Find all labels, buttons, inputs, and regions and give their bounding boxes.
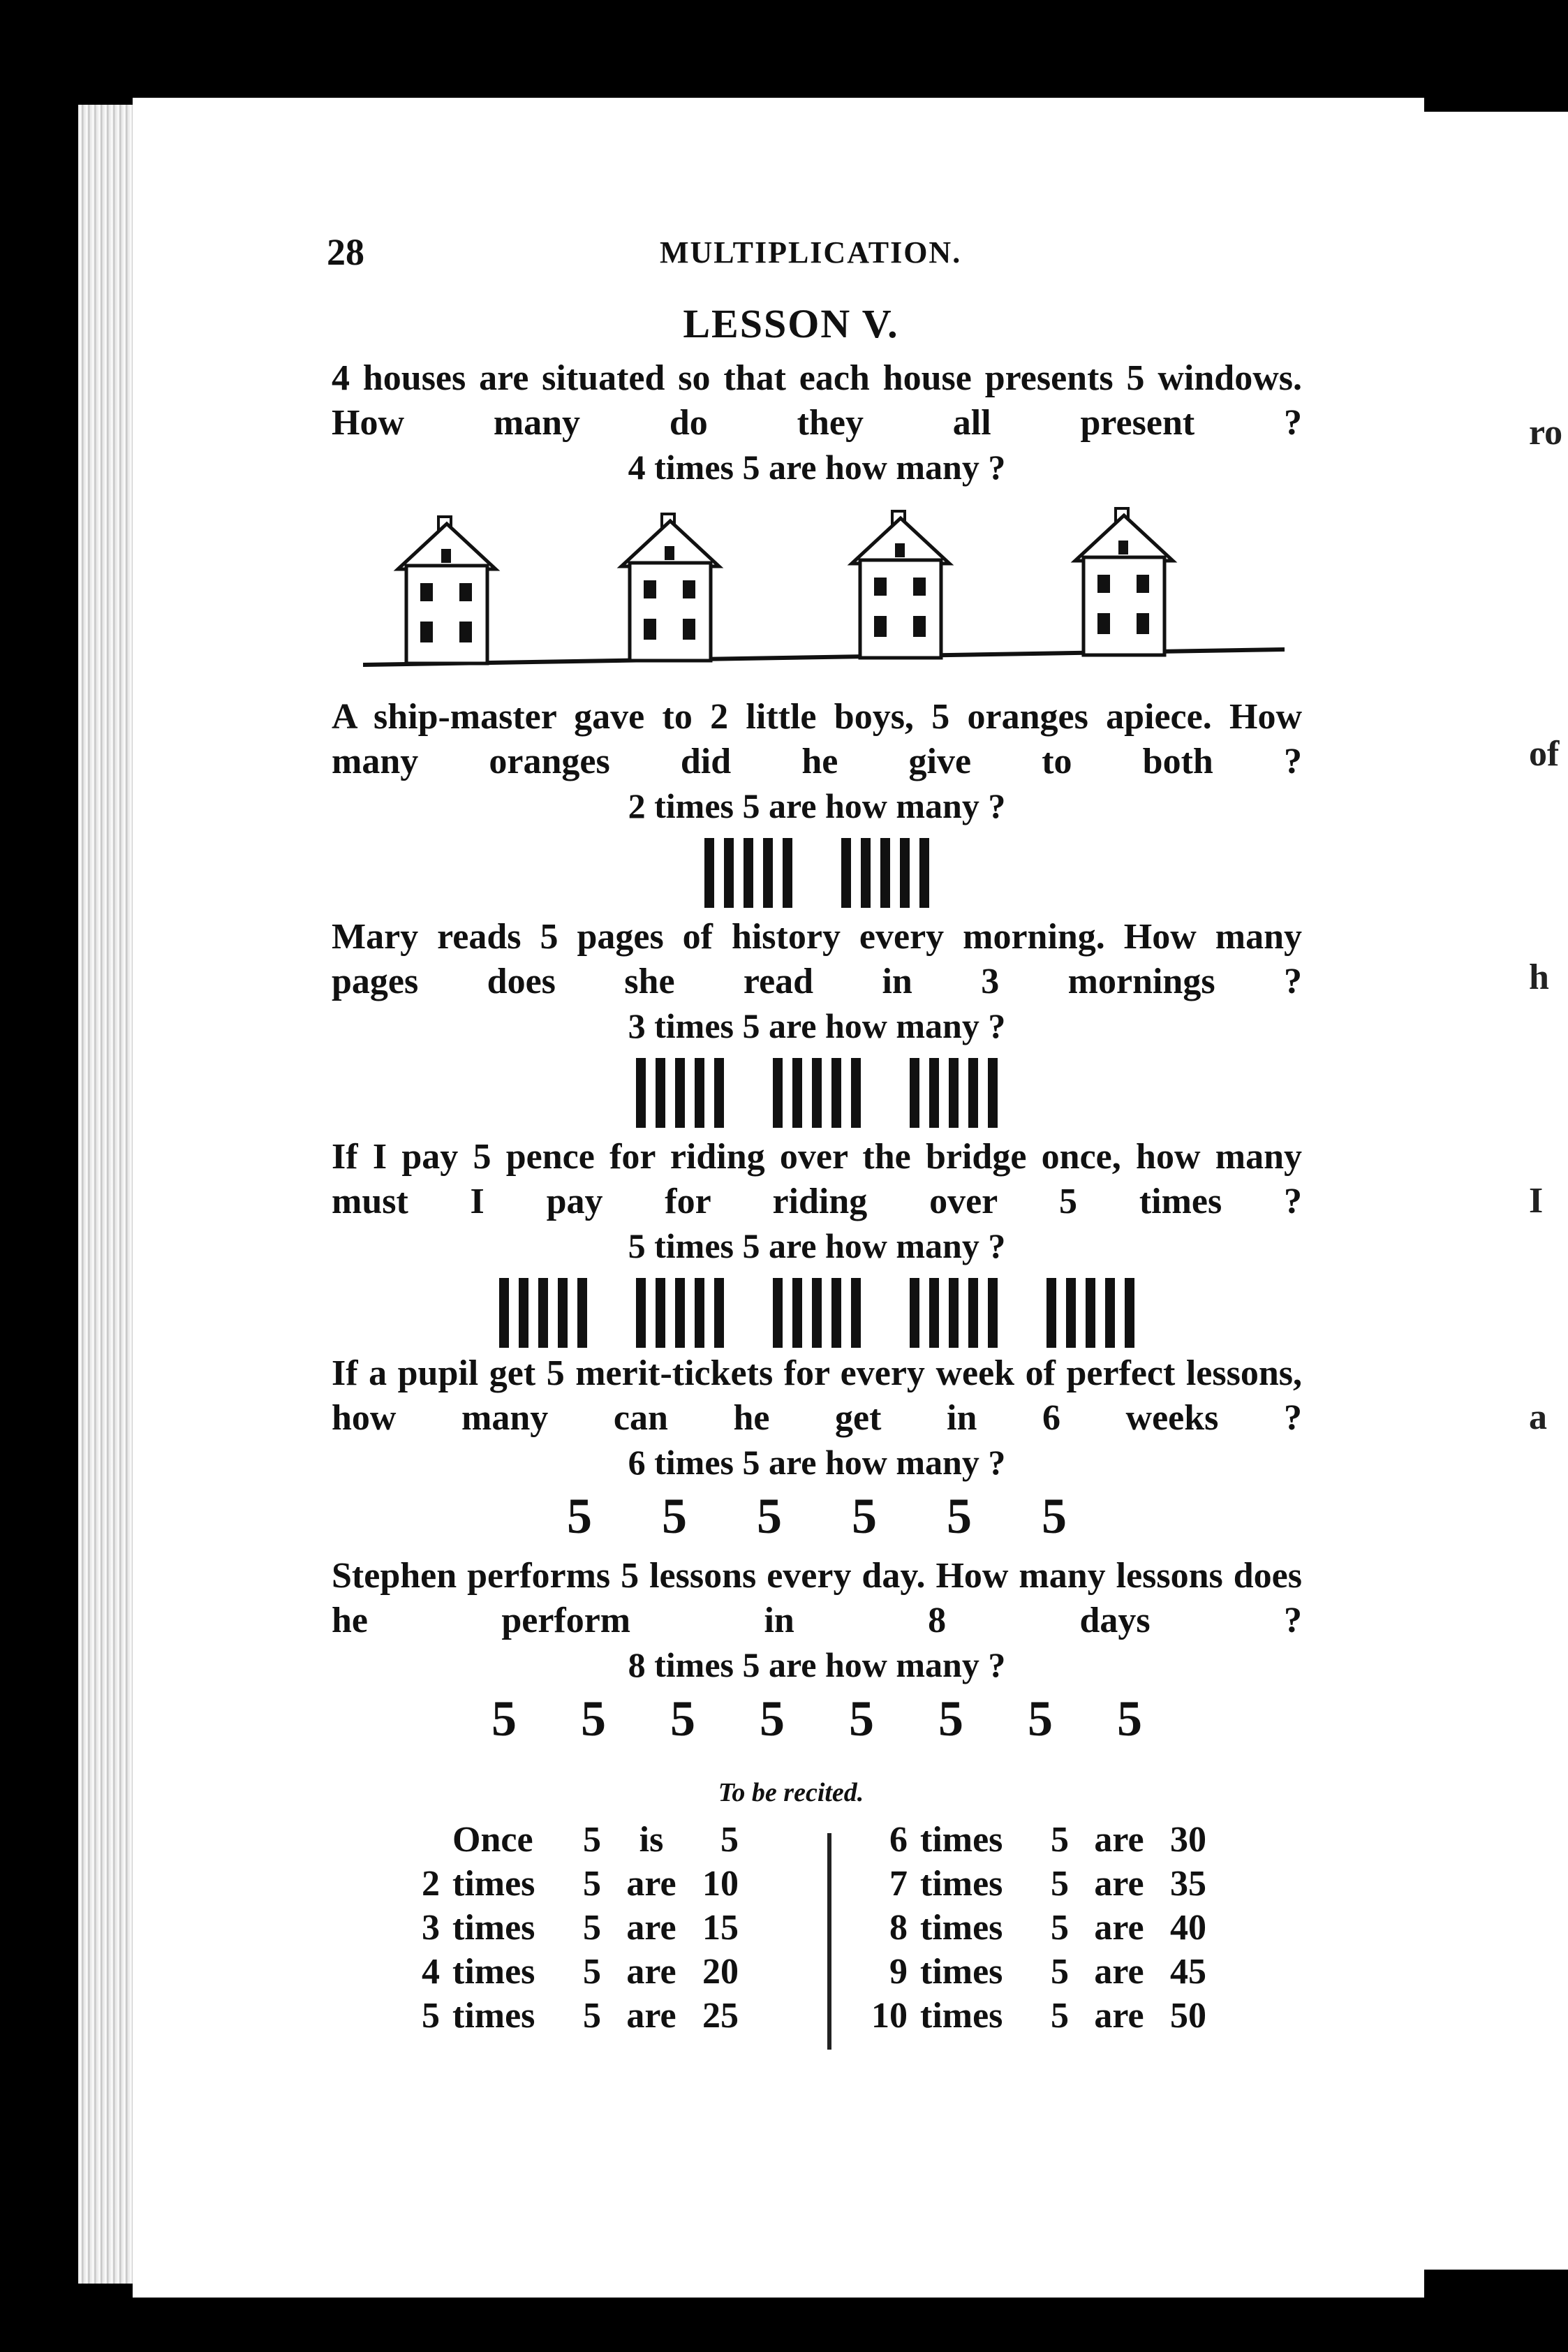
tally-mark <box>988 1278 998 1348</box>
tally-row <box>332 1058 1302 1131</box>
recite-row <box>859 1863 1206 1907</box>
recite-are: are <box>1094 1952 1144 1992</box>
five-digit: 5 <box>670 1691 695 1747</box>
recite-five: 5 <box>583 1952 601 1992</box>
problem-6 <box>332 1554 1302 1643</box>
tally-mark <box>675 1058 685 1128</box>
tally-mark <box>1046 1278 1056 1348</box>
tally-group <box>494 1278 592 1351</box>
recite-n: 9 <box>889 1952 908 1992</box>
multiplication-question: 6 times 5 are how many ? <box>628 1443 1006 1482</box>
tally-mark <box>695 1278 704 1348</box>
recite-times: times <box>452 1952 535 1992</box>
facing-page-fragment: ro <box>1529 413 1563 453</box>
recite-result: 40 <box>1170 1908 1206 1948</box>
problem-question: How many do they all present ? <box>332 403 1302 443</box>
problem-text: Mary reads 5 pages of history every morning. <box>332 917 1105 957</box>
lesson-title: LESSON V. <box>683 301 899 346</box>
recite-are: are <box>626 1908 676 1948</box>
problem-text: A ship-master gave to 2 little boys, 5 oranges apiece. <box>332 697 1212 737</box>
recite-result: 25 <box>702 1996 739 2036</box>
fives-row <box>332 1487 1302 1545</box>
tally-mark <box>861 838 871 908</box>
tally-mark <box>636 1278 646 1348</box>
tally-mark <box>812 1278 822 1348</box>
recite-result: 50 <box>1170 1996 1206 2036</box>
problem-text: 4 houses are situated so that each house presents 5 windows. <box>332 358 1302 398</box>
recite-times: times <box>920 1908 1003 1948</box>
tally-group <box>768 1278 866 1351</box>
tally-mark <box>988 1058 998 1128</box>
recite-table-right <box>859 1819 1206 2039</box>
running-head <box>0 230 1568 279</box>
tally-mark <box>763 838 773 908</box>
recite-are: are <box>1094 1864 1144 1904</box>
tally-row <box>332 838 1302 911</box>
five-digit: 5 <box>581 1691 606 1747</box>
page-number: 28 <box>327 231 364 273</box>
problem-3 <box>332 915 1302 1004</box>
recite-n: 6 <box>889 1820 908 1860</box>
tally-mark <box>1086 1278 1095 1348</box>
facing-page-fragment: a <box>1529 1397 1547 1437</box>
problem-1 <box>332 356 1302 446</box>
recite-result: 30 <box>1170 1820 1206 1860</box>
multiplication-question: 2 times 5 are how many ? <box>628 786 1006 825</box>
recite-n: 3 <box>422 1908 440 1948</box>
recite-row <box>859 1951 1206 1995</box>
recite-row <box>391 1819 739 1863</box>
recite-times: times <box>920 1820 1003 1860</box>
recite-are: are <box>1094 1996 1144 2036</box>
multiplication-question: 4 times 5 are how many ? <box>628 448 1006 487</box>
recite-n: 4 <box>422 1952 440 1992</box>
recite-are: are <box>1094 1820 1144 1860</box>
recite-row <box>391 1995 739 2039</box>
multiplication-question: 5 times 5 are how many ? <box>628 1226 1006 1265</box>
recite-are: are <box>626 1864 676 1904</box>
tally-mark <box>910 1278 919 1348</box>
tally-mark <box>695 1058 704 1128</box>
recite-five: 5 <box>1051 1952 1069 1992</box>
tally-mark <box>949 1058 959 1128</box>
recite-times: times <box>920 1996 1003 2036</box>
recite-n: 7 <box>889 1864 908 1904</box>
tally-mark <box>538 1278 548 1348</box>
recite-heading: To be recited. <box>718 1778 864 1807</box>
five-digit: 5 <box>567 1488 592 1544</box>
recite-five: 5 <box>583 1864 601 1904</box>
tally-group <box>836 838 934 911</box>
facing-page-fragment: h <box>1529 957 1549 997</box>
facing-page-fragment: of <box>1529 734 1560 774</box>
tally-mark <box>929 1278 939 1348</box>
tally-group <box>631 1278 729 1351</box>
tally-mark <box>499 1278 509 1348</box>
tally-mark <box>831 1278 841 1348</box>
tally-mark <box>558 1278 568 1348</box>
fives-row <box>332 1690 1302 1748</box>
tally-mark <box>1125 1278 1134 1348</box>
multiplication-question: 8 times 5 are how many ? <box>628 1645 1006 1684</box>
house-icon <box>621 514 719 661</box>
tally-mark <box>656 1278 665 1348</box>
houses-illustration <box>363 503 1285 691</box>
five-digit: 5 <box>1028 1691 1053 1747</box>
recite-row <box>391 1863 739 1907</box>
multiplication-question: 3 times 5 are how many ? <box>628 1006 1006 1045</box>
tally-mark <box>714 1058 724 1128</box>
tally-mark <box>724 838 734 908</box>
tally-mark <box>900 838 910 908</box>
recite-times: times <box>452 1908 535 1948</box>
recite-times: times <box>452 1864 535 1904</box>
recite-n: 10 <box>871 1996 908 2036</box>
recite-result: 5 <box>720 1820 739 1860</box>
tally-group <box>905 1278 1003 1351</box>
five-digit: 5 <box>760 1691 785 1747</box>
recite-are: are <box>1094 1908 1144 1948</box>
recite-result: 10 <box>702 1864 739 1904</box>
recite-row <box>859 1907 1206 1951</box>
tally-row <box>332 1278 1302 1351</box>
recite-result: 15 <box>702 1908 739 1948</box>
tally-mark <box>714 1278 724 1348</box>
recite-table-left <box>391 1819 739 2039</box>
recite-n: 5 <box>422 1996 440 2036</box>
problem-2 <box>332 695 1302 784</box>
house-icon <box>1075 508 1173 655</box>
tally-group <box>905 1058 1003 1131</box>
recite-row <box>391 1951 739 1995</box>
recite-n: 2 <box>422 1864 440 1904</box>
tally-mark <box>519 1278 528 1348</box>
tally-mark <box>851 1058 861 1128</box>
house-icon <box>852 511 949 658</box>
recite-five: 5 <box>583 1996 601 2036</box>
five-digit: 5 <box>662 1488 687 1544</box>
problem-question: How many pages does she read in 3 mornings ? <box>332 917 1303 1001</box>
recite-are: are <box>626 1952 676 1992</box>
recite-n: 8 <box>889 1908 908 1948</box>
tally-mark <box>968 1058 978 1128</box>
tally-mark <box>636 1058 646 1128</box>
recite-five: 5 <box>1051 1996 1069 2036</box>
tally-mark <box>910 1058 919 1128</box>
tally-mark <box>792 1058 802 1128</box>
five-digit: 5 <box>1117 1691 1142 1747</box>
recite-five: 5 <box>583 1908 601 1948</box>
recite-five: 5 <box>1051 1864 1069 1904</box>
tally-mark <box>880 838 890 908</box>
house-icon <box>398 517 496 663</box>
tally-mark <box>949 1278 959 1348</box>
tally-mark <box>792 1278 802 1348</box>
recite-times: times <box>452 1996 535 2036</box>
table-divider <box>827 1833 831 2050</box>
tally-mark <box>577 1278 587 1348</box>
tally-mark <box>675 1278 685 1348</box>
problem-text: If I pay 5 pence for riding over the bridge once, how many must I pay for riding over 5 times ? <box>332 1137 1302 1221</box>
tally-group <box>768 1058 866 1131</box>
recite-times: times <box>920 1864 1003 1904</box>
tally-mark <box>773 1058 783 1128</box>
tally-mark <box>968 1278 978 1348</box>
problem-text: If a pupil get 5 merit-tickets for every week of perfect lessons, how many can he get in 6 weeks ? <box>332 1353 1302 1438</box>
tally-group <box>700 838 797 911</box>
tally-mark <box>841 838 851 908</box>
recite-are: are <box>626 1996 676 2036</box>
five-digit: 5 <box>938 1691 963 1747</box>
tally-mark <box>704 838 714 908</box>
problem-question: How many oranges did he give to both ? <box>332 697 1303 781</box>
tally-mark <box>812 1058 822 1128</box>
tally-mark <box>1066 1278 1076 1348</box>
recite-five: 5 <box>1051 1908 1069 1948</box>
tally-mark <box>744 838 753 908</box>
five-digit: 5 <box>947 1488 972 1544</box>
problem-text: Stephen performs 5 lessons every day. <box>332 1556 926 1596</box>
recite-five: 5 <box>1051 1820 1069 1860</box>
recite-result: 35 <box>1170 1864 1206 1904</box>
five-digit: 5 <box>852 1488 877 1544</box>
five-digit: 5 <box>491 1691 517 1747</box>
recite-are: is <box>639 1820 664 1860</box>
tally-mark <box>831 1058 841 1128</box>
facing-page-fragment: I <box>1529 1181 1544 1221</box>
problem-question: How many lessons does he perform in 8 days ? <box>332 1556 1302 1640</box>
recite-result: 20 <box>702 1952 739 1992</box>
tally-mark <box>656 1058 665 1128</box>
recite-five: 5 <box>583 1820 601 1860</box>
recite-times: times <box>920 1952 1003 1992</box>
section-title: MULTIPLICATION. <box>660 235 962 270</box>
recite-result: 45 <box>1170 1952 1206 1992</box>
recite-row <box>859 1995 1206 2039</box>
book-page-edges <box>78 105 141 2284</box>
tally-mark <box>919 838 929 908</box>
tally-mark <box>783 838 792 908</box>
five-digit: 5 <box>849 1691 874 1747</box>
tally-mark <box>851 1278 861 1348</box>
problem-5 <box>332 1351 1302 1441</box>
tally-mark <box>773 1278 783 1348</box>
recite-times: Once <box>452 1820 533 1860</box>
problem-4 <box>332 1135 1302 1224</box>
tally-mark <box>1105 1278 1115 1348</box>
recite-row <box>859 1819 1206 1863</box>
tally-group <box>1042 1278 1139 1351</box>
facing-page <box>1407 112 1568 2270</box>
recite-row <box>391 1907 739 1951</box>
five-digit: 5 <box>757 1488 782 1544</box>
tally-group <box>631 1058 729 1131</box>
five-digit: 5 <box>1042 1488 1067 1544</box>
tally-mark <box>929 1058 939 1128</box>
